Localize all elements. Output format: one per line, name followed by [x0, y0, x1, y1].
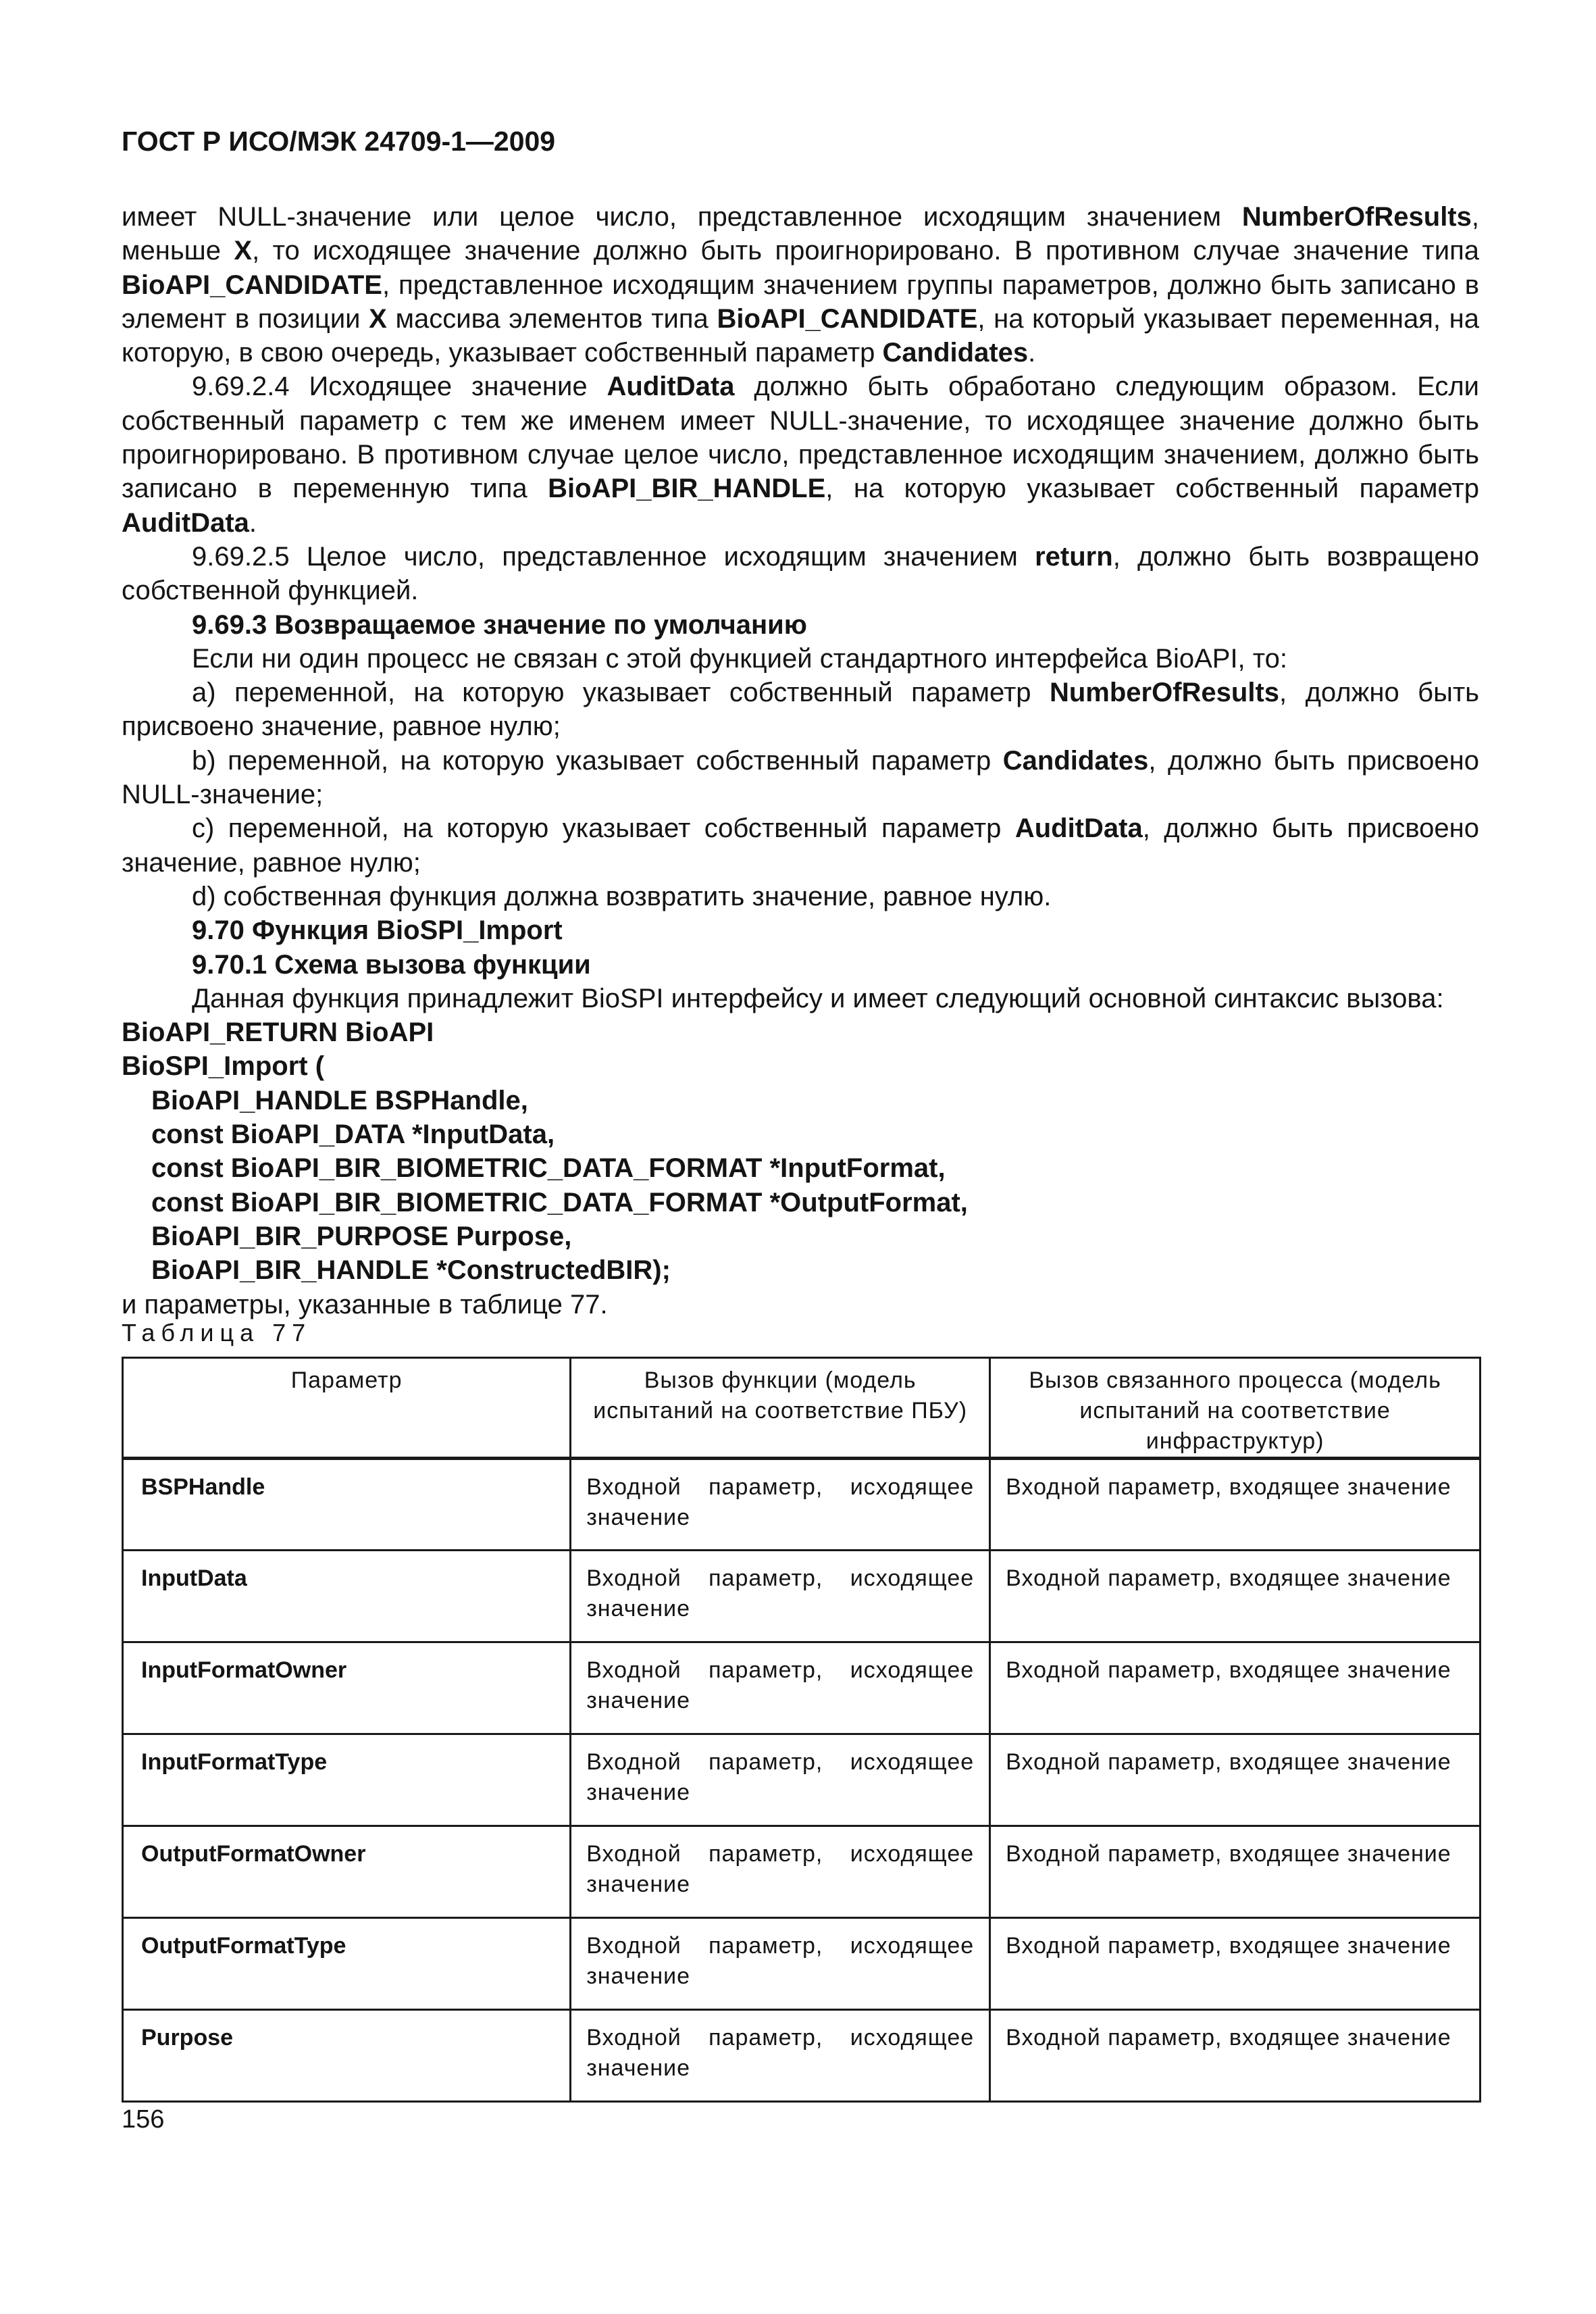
parameter-name-cell: InputData	[123, 1551, 571, 1642]
section-heading: 9.70 Функция BioSPI_Import	[192, 915, 563, 946]
table-header-row	[123, 1358, 1481, 1459]
process-call-cell: Входной параметр, входящее значение	[990, 1459, 1481, 1551]
body-text	[122, 200, 1479, 1322]
code-line: BioSPI_Import (	[122, 1051, 325, 1082]
code-line: const BioAPI_DATA *InputData,	[151, 1120, 555, 1150]
table-row	[123, 1918, 1481, 2010]
process-call-cell: Входной параметр, входящее значение	[990, 1551, 1481, 1642]
process-call-cell: Входной параметр, входящее значение	[990, 1734, 1481, 1826]
paragraph: 9.69.2.5 Целое число, представленное исходящим значением return, должно быть возвращено собственной функцией.	[122, 541, 1479, 606]
code-line: BioAPI_HANDLE BSPHandle,	[151, 1085, 528, 1115]
parameter-name-cell: InputFormatOwner	[123, 1642, 571, 1734]
table-body	[123, 1459, 1481, 2102]
section-heading: 9.69.3 Возвращаемое значение по умолчанию	[192, 609, 807, 640]
code-line: const BioAPI_BIR_BIOMETRIC_DATA_FORMAT *InputFormat,	[151, 1153, 946, 1184]
document-header: ГОСТ Р ИСО/МЭК 24709-1—2009	[122, 126, 556, 157]
parameter-name-cell: OutputFormatType	[123, 1918, 571, 2010]
table-row	[123, 1459, 1481, 1551]
column-header: Вызов функции (модель испытаний на соответствие ПБУ)	[571, 1358, 990, 1459]
function-call-cell: Входной параметр, исходящее значение	[571, 2010, 990, 2102]
paragraph: имеет NULL-значение или целое число, представленное исходящим значением NumberOfResults, меньше X, то исходящее значение должно быть проигнорировано. В противном случае значение типа BioAPI_CANDIDATE, представленное исходящим значением группы параметров, должно быть записано в элемент в позиции X массива элементов типа BioAPI_CANDIDATE, на который указывает переменная, на которую, в свою очередь, указывает собственный параметр Candidates.	[122, 202, 1479, 368]
page-number: 156	[122, 2105, 165, 2134]
parameters-table	[122, 1357, 1481, 2103]
code-line: BioAPI_BIR_PURPOSE Purpose,	[151, 1221, 572, 1251]
list-item: a) переменной, на которую указывает собственный параметр NumberOfResults, должно быть присвоено значение, равное нулю;	[122, 678, 1479, 742]
table-row	[123, 2010, 1481, 2102]
table-row	[123, 1642, 1481, 1734]
list-item: c) переменной, на которую указывает собственный параметр AuditData, должно быть присвоено значение, равное нулю;	[122, 813, 1480, 878]
parameter-name-cell: Purpose	[123, 2010, 571, 2102]
paragraph: и параметры, указанные в таблице 77.	[122, 1289, 608, 1319]
function-call-cell: Входной параметр, исходящее значение	[571, 1459, 990, 1551]
process-call-cell: Входной параметр, входящее значение	[990, 1918, 1481, 2010]
code-line: BioAPI_RETURN BioAPI	[122, 1017, 434, 1048]
paragraph: Данная функция принадлежит BioSPI интерфейсу и имеет следующий основной синтаксис вызова:	[192, 983, 1444, 1013]
function-call-cell: Входной параметр, исходящее значение	[571, 1918, 990, 2010]
table-caption: Таблица 77	[122, 1319, 312, 1347]
function-call-cell: Входной параметр, исходящее значение	[571, 1642, 990, 1734]
parameter-name-cell: BSPHandle	[123, 1459, 571, 1551]
list-item: b) переменной, на которую указывает собственный параметр Candidates, должно быть присвоено NULL-значение;	[122, 745, 1480, 810]
process-call-cell: Входной параметр, входящее значение	[990, 2010, 1481, 2102]
function-call-cell: Входной параметр, исходящее значение	[571, 1734, 990, 1826]
list-item: d) собственная функция должна возвратить значение, равное нулю.	[192, 881, 1052, 911]
function-call-cell: Входной параметр, исходящее значение	[571, 1826, 990, 1918]
column-header: Вызов связанного процесса (модель испытаний на соответствие инфраструктур)	[990, 1358, 1481, 1459]
parameter-name-cell: OutputFormatOwner	[123, 1826, 571, 1918]
parameter-name-cell: InputFormatType	[123, 1734, 571, 1826]
function-call-cell: Входной параметр, исходящее значение	[571, 1551, 990, 1642]
process-call-cell: Входной параметр, входящее значение	[990, 1826, 1481, 1918]
code-line: BioAPI_BIR_HANDLE *ConstructedBIR);	[151, 1255, 671, 1286]
process-call-cell: Входной параметр, входящее значение	[990, 1642, 1481, 1734]
paragraph: Если ни один процесс не связан с этой функцией стандартного интерфейса BioAPI, то:	[192, 643, 1288, 674]
table-row	[123, 1551, 1481, 1642]
code-line: const BioAPI_BIR_BIOMETRIC_DATA_FORMAT *OutputFormat,	[151, 1187, 968, 1217]
column-header: Параметр	[123, 1358, 571, 1459]
table-row	[123, 1734, 1481, 1826]
table-row	[123, 1826, 1481, 1918]
section-heading: 9.70.1 Схема вызова функции	[192, 949, 591, 980]
paragraph: 9.69.2.4 Исходящее значение AuditData должно быть обработано следующим образом. Если собственный параметр с тем же именем имеет NULL-значение, то исходящее значение должно быть проигнорировано. В противном случае целое число, представленное исходящим значением, должно быть записано в переменную типа BioAPI_BIR_HANDLE, на которую указывает собственный параметр AuditData.	[122, 372, 1480, 538]
